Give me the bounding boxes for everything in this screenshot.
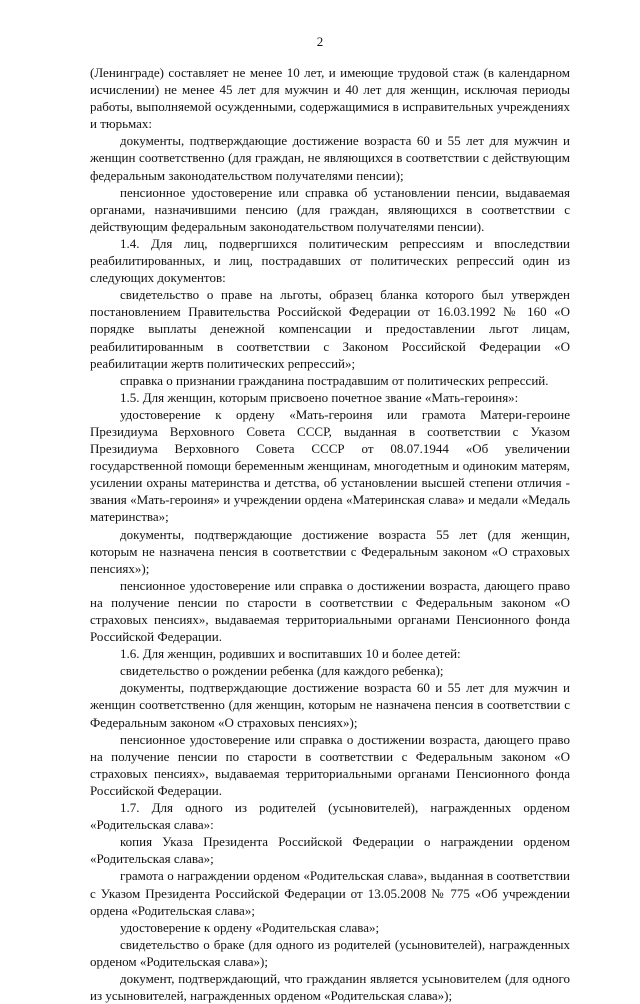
section-heading-1-7: 1.7. Для одного из родителей (усыновителей), награжденных орденом «Родительская слава»:	[90, 800, 570, 833]
paragraph: справка о признании гражданина пострадавшим от политических репрессий.	[120, 372, 549, 388]
paragraph: пенсионное удостоверение или справка о достижении возраста, дающего право на получение пенсии по старости в соответствии с Федеральным законом «О страховых пенсиях», выдаваемая территориальными органами Пенсионного фонда Российской Федерации.	[90, 731, 570, 798]
section-heading-1-4: 1.4. Для лиц, подвергшихся политическим репрессиям и впоследствии реабилитированных, и лиц, пострадавших от политических репрессий один из следующих документов:	[90, 235, 570, 286]
paragraph: копия Указа Президента Российской Федерации о награждении орденом «Родительская слава»;	[90, 834, 570, 867]
section-heading-1-6: 1.6. Для женщин, родивших и воспитавших 10 и более детей:	[120, 646, 461, 662]
paragraph: документы, подтверждающие достижение возраста 55 лет (для женщин, которым не назначена пенсия в соответствии с Федеральным законом «О страховых пенсиях»);	[90, 526, 570, 576]
paragraph: пенсионное удостоверение или справка об установлении пенсии, выдаваемая органами, назначившими пенсию (для граждан, являющихся в соответствии с действующим федеральным законодательством получателями пенсии).	[90, 184, 570, 234]
paragraph: пенсионное удостоверение или справка о достижении возраста, дающего право на получение пенсии по старости в соответствии с Федеральным законом «О страховых пенсиях», выдаваемая территориальными органами Пенсионного фонда Российской Федерации.	[90, 577, 570, 645]
section-heading-1-5: 1.5. Для женщин, которым присвоено почетное звание «Мать-героиня»:	[120, 389, 519, 405]
paragraph: грамота о награждении орденом «Родительская слава», выданная в соответствии с Указом Президента Российской Федерации от 13.05.2008 № 775 «Об учреждении ордена «Родительская слава»;	[90, 868, 570, 918]
paragraph: документы, подтверждающие достижение возраста 60 и 55 лет для мужчин и женщин соответственно (для женщин, которым не назначена пенсия в соответствии с Федеральным законом «О страховых пенсиях»);	[90, 680, 570, 730]
paragraph: документ, подтверждающий, что гражданин является усыновителем (для одного из усыновителей, награжденных орденом «Родительская слава»);	[90, 970, 570, 1004]
paragraph: удостоверение к ордену «Мать-героиня или грамота Матери-героине Президиума Верховного Совета СССР, выданная в соответствии с Указом Президиума Верховного Совета СССР от 08.07.1944 «Об увеличении государственной помощи беременным женщинам, многодетным и одиноким матерям, усилении охраны материнства и детства, об установлении высшей степени отличия - звания «Мать-героиня» и учреждении ордена «Материнская слава» и медали «Медаль материнства»;	[90, 406, 570, 525]
paragraph: удостоверение к ордену «Родительская слава»;	[120, 919, 380, 935]
document-body	[90, 64, 570, 1004]
paragraph: свидетельство о рождении ребенка (для каждого ребенка);	[120, 663, 444, 679]
paragraph: свидетельство о праве на льготы, образец бланка которого был утвержден постановлением Правительства Российской Федерации от 16.03.1992 № 160 «О порядке выплаты денежной компенсации и предоставлении льгот лицам, реабилитированным в соответствии с Законом Российской Федерации «О реабилитации жертв политических репрессий»;	[90, 287, 570, 371]
page-number: 2	[316, 34, 324, 49]
paragraph: документы, подтверждающие достижение возраста 60 и 55 лет для мужчин и женщин соответственно (для граждан, не являющихся в соответствии с действующим федеральным законодательством получателями пенсии);	[90, 133, 570, 183]
paragraph-continuation: (Ленинграде) составляет не менее 10 лет, и имеющие трудовой стаж (в календарном исчислении) не менее 45 лет для мужчин и 40 лет для женщин, исключая периоды работы, выполняемой осужденными, содержащимися в исправительных учреждениях и тюрьмах:	[90, 65, 570, 132]
paragraph: свидетельство о браке (для одного из родителей (усыновителей), награжденных орденом «Родительская слава»);	[90, 936, 570, 969]
